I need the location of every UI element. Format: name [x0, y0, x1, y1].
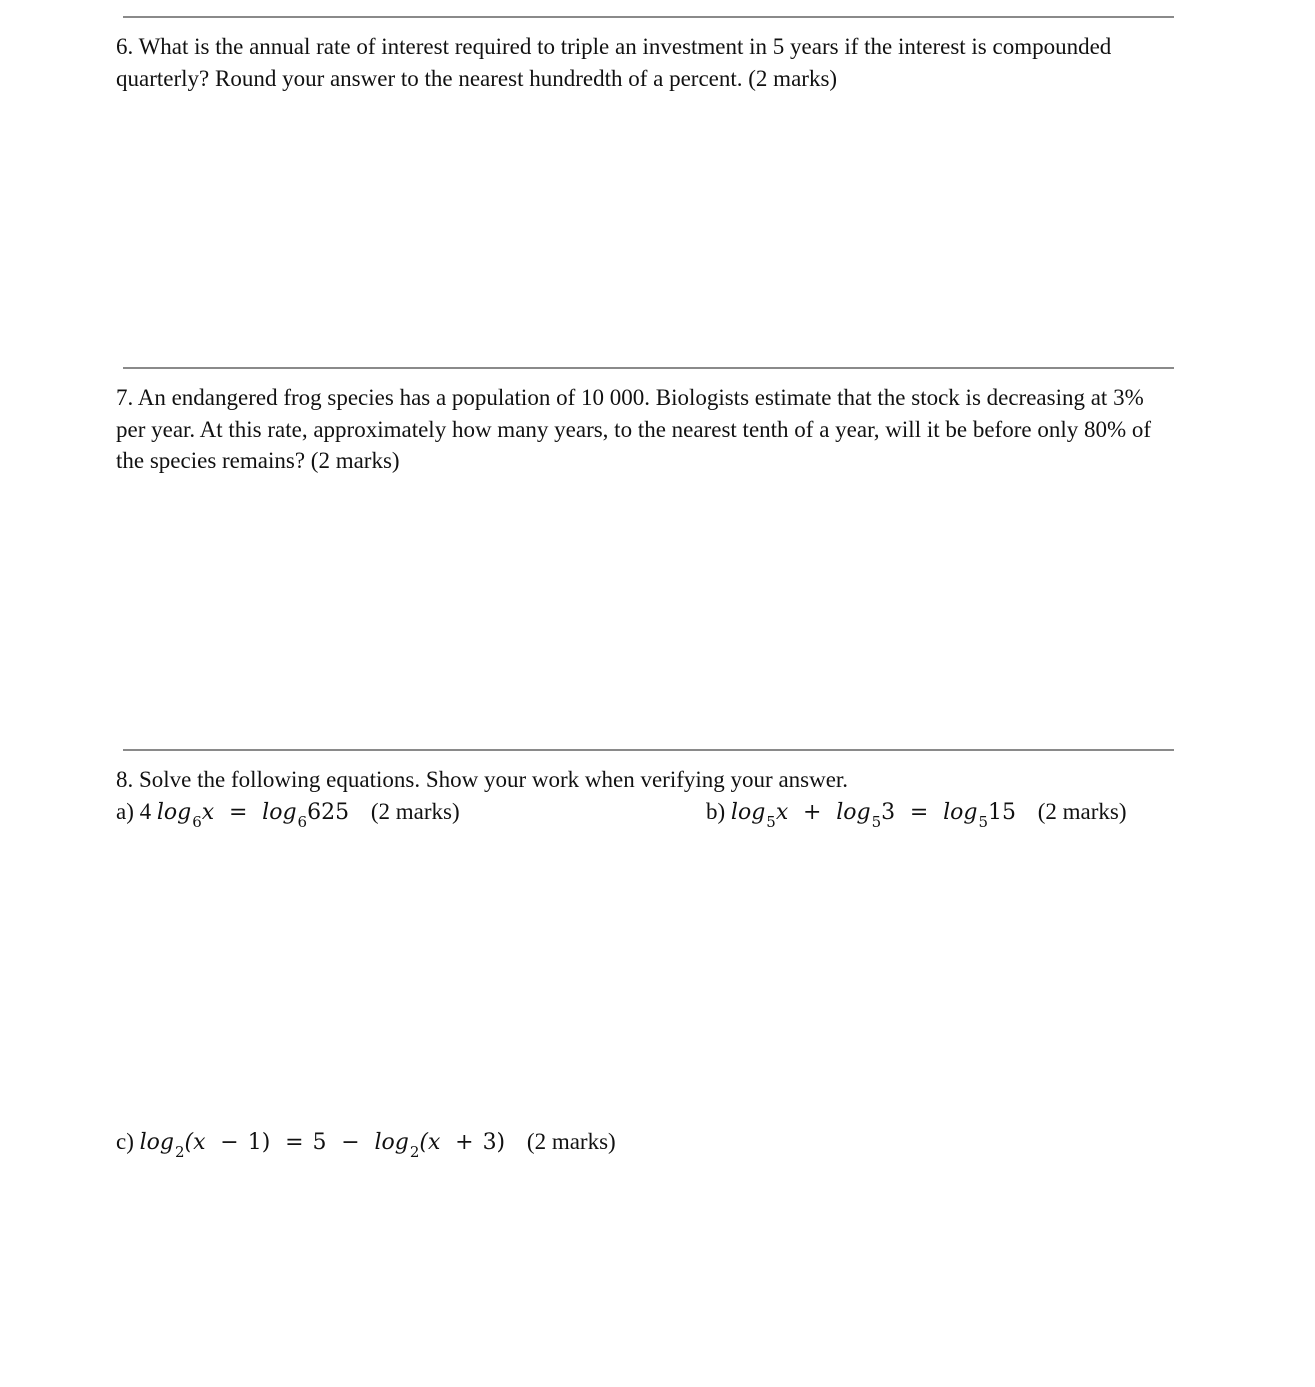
equation-c-arg1-close: 1) [247, 1130, 271, 1155]
equation-c-arg1-open: (x [184, 1130, 206, 1155]
equation-b-log2: log [836, 800, 871, 825]
equation-b-arg2: 3 [881, 800, 896, 825]
question-7: 7. An endangered frog species has a population of 10 000. Biologists estimate that the stock is decreasing at 3% per year. At this rate, approximately how many years, to the nearest tenth of a year, will it be before only 80% of the species remains? (2 marks) [116, 385, 1152, 474]
equation-b-label: b) [706, 799, 726, 824]
equation-c-equals: = [285, 1130, 304, 1155]
equation-c-base1: 2 [175, 1143, 185, 1161]
equation-c-arg2-open: (x [419, 1130, 441, 1155]
equation-c-arg2-close: 3) [482, 1130, 506, 1155]
equation-b-log1: log [730, 800, 766, 825]
equation-a-coef: 4 [139, 799, 152, 824]
equation-c-minus2: − [341, 1130, 360, 1155]
equation-a-arg2: 625 [307, 800, 350, 825]
equation-c-minus1: − [220, 1130, 239, 1155]
equation-b-log3: log [943, 800, 978, 825]
equation-b-base1: 5 [766, 813, 776, 831]
equation-b-arg3: 15 [987, 800, 1016, 825]
equation-a-marks: (2 marks) [370, 799, 460, 824]
equation-b [706, 796, 1127, 831]
equation-a-base1: 6 [192, 813, 202, 831]
equation-a-base2: 6 [297, 813, 308, 831]
equation-c-label: c) [116, 1129, 134, 1154]
equation-c-base2: 2 [409, 1143, 420, 1161]
section-divider-q7 [123, 367, 1174, 369]
equation-a-log2: log [262, 800, 297, 825]
equation-c-const: 5 [312, 1130, 327, 1155]
section-divider-top [123, 16, 1174, 18]
equation-c [116, 1126, 616, 1161]
equation-c-plus: + [455, 1130, 474, 1155]
question-6: 6. What is the annual rate of interest required to triple an investment in 5 years if the interest is compounded quarterly? Round your answer to the nearest hundredth of a percent. (2 marks) [116, 34, 1112, 91]
equation-a-label: a) [116, 799, 134, 824]
equation-a-log1: log [156, 800, 192, 825]
equation-b-base3: 5 [978, 813, 988, 831]
equation-c-marks: (2 marks) [526, 1129, 616, 1154]
equation-b-plus: + [803, 800, 822, 825]
equation-a [116, 796, 460, 831]
equation-b-base2: 5 [871, 813, 882, 831]
equation-c-log2: log [374, 1130, 409, 1155]
question-8-intro: 8. Solve the following equations. Show your work when verifying your answer. [116, 767, 849, 792]
equation-a-arg1: x [201, 800, 215, 825]
equation-b-marks: (2 marks) [1037, 799, 1127, 824]
equation-b-arg1: x [775, 800, 789, 825]
equation-a-equals: = [228, 800, 248, 825]
section-divider-q8 [123, 749, 1174, 751]
equation-c-log1: log [139, 1130, 174, 1155]
equation-b-equals: = [909, 800, 929, 825]
